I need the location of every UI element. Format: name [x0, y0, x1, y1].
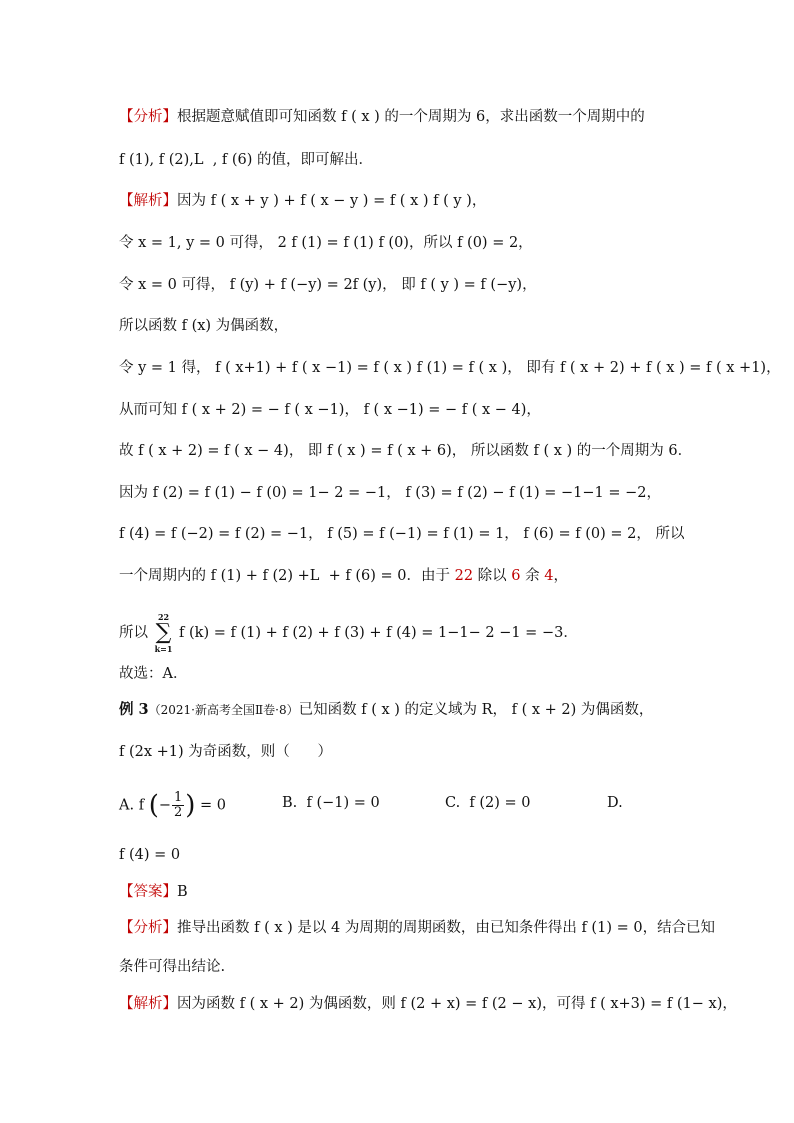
solution-text: 因为 f (2) = f (1) − f (0) = 1− 2 = −1， f (3) = f (2) − f (1) = −1−1 = −2， — [119, 485, 661, 501]
example-header — [119, 700, 653, 720]
answer-line — [119, 882, 188, 902]
example-line-2 — [119, 742, 332, 762]
answer-tag: 【答案】 — [119, 884, 177, 900]
highlight-number: 4 — [544, 568, 554, 584]
example-text: f (2x +1) 为奇函数，则（ ） — [119, 744, 332, 760]
fraction — [172, 791, 184, 820]
left-paren: ( — [148, 790, 159, 821]
option-c[interactable] — [445, 793, 531, 813]
option-d-content — [119, 845, 180, 865]
analysis2-line-2 — [119, 957, 225, 977]
option-d[interactable] — [607, 793, 623, 813]
solution-text: 故 f ( x + 2) = f ( x − 4)， 即 f ( x ) = f ( x + 6)， 所以函数 f ( x ) 的一个周期为 6． — [119, 443, 693, 459]
example-source: （2021·新高考全国Ⅱ卷·8） — [148, 703, 299, 717]
answer-text: B — [177, 884, 188, 900]
solution-line-10 — [119, 566, 568, 586]
solution-line-8 — [119, 483, 661, 503]
numerator: 1 — [174, 790, 183, 805]
solution-text: 除以 — [473, 568, 512, 584]
analysis-text: 推导出函数 f ( x ) 是以 4 为周期的周期函数，由已知条件得出 f (1) = 0，结合已知 — [177, 920, 716, 936]
denominator: 2 — [174, 805, 183, 820]
right-paren: ) — [185, 790, 196, 821]
analysis-text: 条件可得出结论. — [119, 959, 226, 975]
solution-text: 令 x = 0 可得， f (y) + f (−y) = 2f (y)， 即 f ( y ) = f (−y)， — [119, 277, 537, 293]
option-text: C. f (2) = 0 — [445, 795, 531, 811]
example-text: 已知函数 f ( x ) 的定义域为 R， f ( x + 2) 为偶函数， — [298, 702, 654, 718]
solution-line-3 — [119, 275, 537, 295]
analysis2-line-1 — [119, 918, 715, 938]
solution-text: 一个周期内的 f (1) + f (2) +L + f (6) = 0．由于 — [119, 568, 455, 584]
analysis-line-2 — [119, 150, 373, 170]
summation — [155, 612, 173, 654]
highlight-number: 22 — [454, 568, 474, 584]
solution-line-6 — [119, 400, 541, 420]
solution-line-7 — [119, 441, 692, 461]
option-text: B. f (−1) = 0 — [282, 795, 380, 811]
solution-line-5 — [119, 358, 781, 378]
solution-text: 所以 — [119, 625, 153, 641]
analysis-tag: 【分析】 — [119, 109, 177, 125]
option-b[interactable] — [282, 793, 380, 813]
sum-upper: 22 — [157, 612, 170, 622]
solution-line-9 — [119, 524, 685, 544]
solution-text: 因为函数 f ( x + 2) 为偶函数，则 f (2 + x) = f (2 − x)，可得 f ( x+3) = f (1− x)， — [177, 996, 737, 1012]
solution2-line-1 — [119, 994, 737, 1014]
option-text: D. — [607, 795, 623, 811]
analysis-line-1 — [119, 107, 645, 127]
solution-text: f (4) = f (−2) = f (2) = −1， f (5) = f (−1) = f (1) = 1， f (6) = f (0) = 2， 所以 — [119, 526, 685, 542]
option-text: f — [138, 797, 149, 814]
solution-line-4 — [119, 316, 288, 336]
choice-text: 故选：A． — [119, 666, 188, 682]
solution-line-2 — [119, 233, 533, 253]
solution-line-11 — [119, 612, 578, 654]
solution-line-1 — [119, 191, 486, 211]
choice-line — [119, 664, 187, 684]
solution-tag: 【解析】 — [119, 996, 177, 1012]
solution-text: f (k) = f (1) + f (2) + f (3) + f (4) = 1−1− 2 −1 = −3． — [174, 625, 578, 641]
solution-text: 令 y = 1 得， f ( x+1) + f ( x −1) = f ( x ) f (1) = f ( x )， 即有 f ( x + 2) + f ( x ) = f ( x +1)， — [119, 360, 781, 376]
solution-text: 因为 f ( x + y ) + f ( x − y ) = f ( x ) f ( y )， — [177, 193, 487, 209]
option-text: = 0 — [195, 797, 227, 814]
solution-text: 令 x = 1, y = 0 可得， 2 f (1) = f (1) f (0)，所以 f (0) = 2， — [119, 235, 533, 251]
solution-text: 从而可知 f ( x + 2) = − f ( x −1)， f ( x −1) = − f ( x − 4)， — [119, 402, 541, 418]
analysis-tag: 【分析】 — [119, 920, 177, 936]
sigma-symbol: ∑ — [155, 620, 172, 645]
option-text: f (4) = 0 — [119, 847, 181, 863]
solution-text: 所以函数 f (x) 为偶函数， — [119, 318, 289, 334]
solution-text: 余 — [520, 568, 545, 584]
highlight-number: 6 — [511, 568, 521, 584]
solution-text: ， — [553, 568, 568, 584]
option-letter: A. — [119, 797, 135, 814]
sum-lower: k=1 — [154, 644, 173, 654]
option-a[interactable]: A. f (− $\frac{1}{2}$ ) = 0 — [119, 790, 227, 821]
solution-tag: 【解析】 — [119, 193, 177, 209]
analysis-text: 根据题意赋值即可知函数 f ( x ) 的一个周期为 6，求出函数一个周期中的 — [177, 109, 645, 125]
analysis-text-cont: f (1), f (2),L , f (6) 的值，即可解出． — [119, 152, 374, 168]
example-label: 例 3 — [119, 701, 149, 718]
